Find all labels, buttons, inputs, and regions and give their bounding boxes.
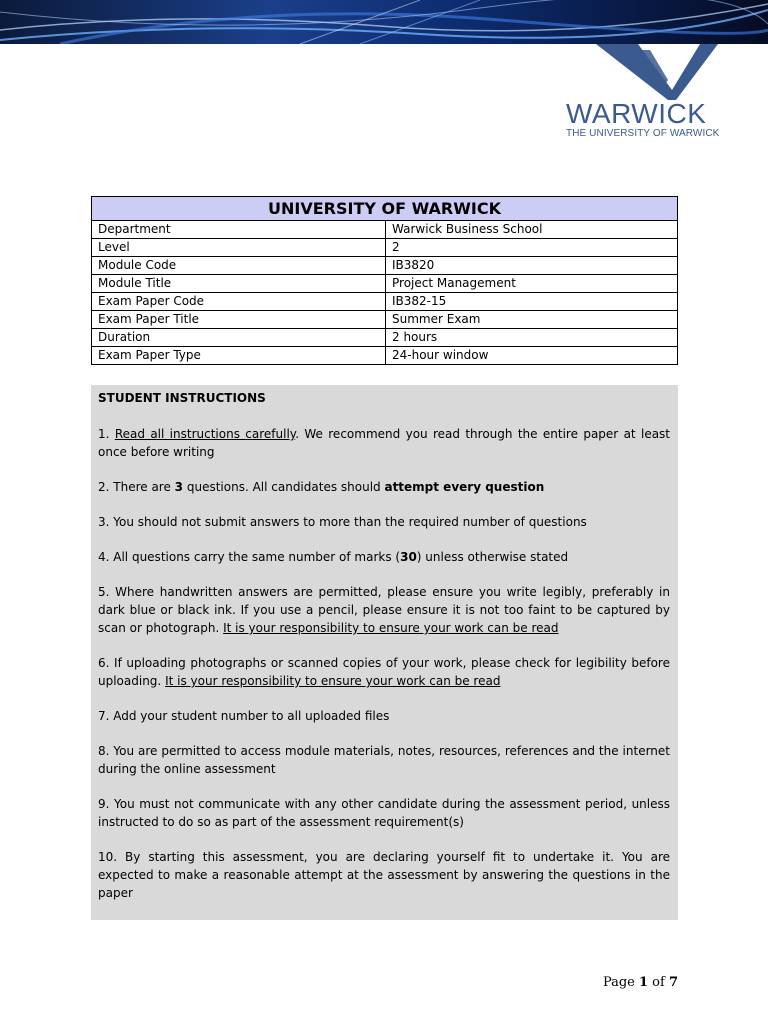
instruction-number: 1. — [98, 427, 115, 441]
row-label: Module Code — [92, 257, 386, 275]
warwick-logo — [560, 44, 720, 140]
table-row — [92, 239, 678, 257]
table-row — [92, 275, 678, 293]
page-of-label: of — [648, 975, 669, 990]
exam-info-table — [91, 196, 678, 365]
instruction-10: 10. By starting this assessment, you are declaring yourself fit to undertake it. You are expected to make a reasonable attempt at the assessment by answering the questions in the paper — [98, 850, 670, 900]
row-label: Exam Paper Title — [92, 311, 386, 329]
page-number — [603, 975, 678, 990]
student-instructions-box — [91, 385, 678, 920]
row-value: 2 — [386, 239, 678, 257]
instruction-9: 9. You must not communicate with any other candidate during the assessment period, unless instructed to do so as part of the assessment requirement(s) — [98, 797, 670, 829]
page-label: Page — [602, 975, 639, 990]
row-label: Department — [92, 221, 386, 239]
instruction-3: 3. You should not submit answers to more than the required number of questions — [98, 515, 587, 529]
row-label: Module Title — [92, 275, 386, 293]
instruction-7: 7. Add your student number to all uploaded files — [98, 709, 390, 723]
instruction-4 — [98, 548, 670, 566]
table-row — [92, 329, 678, 347]
instruction-text: 5. Where handwritten answers are permitted, please ensure you write legibly, preferably in dark blue or black ink. If you use a pencil, please ensure it is not too faint to be captured by scan or photograph. — [98, 585, 670, 635]
instruction-emphasis: 30 — [400, 550, 417, 564]
row-label: Exam Paper Type — [92, 347, 386, 365]
instruction-text: 2. There are — [98, 480, 175, 494]
row-value: Project Management — [386, 275, 678, 293]
instruction-emphasis: attempt every question — [384, 480, 545, 494]
instruction-emphasis: Read all instructions carefully — [114, 427, 296, 441]
header-banner — [0, 0, 768, 44]
row-value: Summer Exam — [386, 311, 678, 329]
instructions-heading: STUDENT INSTRUCTIONS — [98, 391, 266, 405]
instruction-2 — [98, 478, 670, 496]
table-row — [92, 311, 678, 329]
row-label: Duration — [92, 329, 386, 347]
instruction-text: 4. All questions carry the same number of marks ( — [98, 550, 401, 564]
row-value: 2 hours — [386, 329, 678, 347]
instruction-8: 8. You are permitted to access module materials, notes, resources, references and the internet during the online assessment — [98, 744, 670, 776]
table-title: UNIVERSITY OF WARWICK — [92, 197, 678, 221]
instruction-5 — [98, 583, 670, 637]
table-row — [92, 221, 678, 239]
row-value: IB382-15 — [386, 293, 678, 311]
instruction-emphasis: It is your responsibility to ensure your work can be read — [223, 621, 559, 635]
instruction-text: ) unless otherwise stated — [416, 550, 569, 564]
row-label: Level — [92, 239, 386, 257]
table-row — [92, 257, 678, 275]
instruction-emphasis: 3 — [174, 480, 184, 494]
row-value: IB3820 — [386, 257, 678, 275]
warwick-logo-mark-icon — [560, 44, 720, 100]
row-value: 24-hour window — [386, 347, 678, 365]
logo-subtitle: THE UNIVERSITY OF WARWICK — [566, 128, 720, 139]
row-value: Warwick Business School — [386, 221, 678, 239]
table-row — [92, 347, 678, 365]
instruction-1 — [98, 425, 670, 461]
row-label: Exam Paper Code — [92, 293, 386, 311]
page-current: 1 — [639, 975, 649, 990]
page-total: 7 — [668, 975, 678, 990]
instruction-text: . We recommend you read through the entire paper at least once before writing — [98, 427, 671, 459]
instruction-text: 6. If uploading photographs or scanned copies of your work, please check for legibility before uploading. — [98, 656, 670, 688]
instruction-6 — [98, 654, 670, 690]
logo-wordmark: WARWICK — [566, 98, 707, 129]
table-row — [92, 293, 678, 311]
instruction-text: questions. All candidates should — [183, 480, 385, 494]
instruction-emphasis: It is your responsibility to ensure your work can be read — [165, 674, 501, 688]
